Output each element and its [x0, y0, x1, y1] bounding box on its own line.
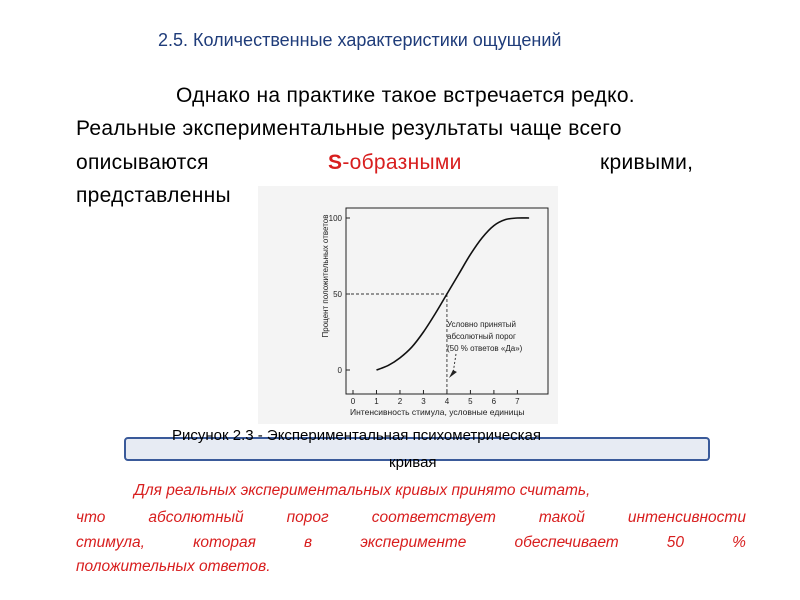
slide-title: 2.5. Количественные характеристики ощущений: [158, 30, 562, 50]
x-tick-label: 5: [468, 397, 473, 406]
paragraph-line-1: Однако на практике такое встречается редко.: [176, 84, 635, 107]
paragraph-line-4: представленны: [76, 184, 231, 207]
note-word: в: [304, 534, 313, 551]
x-tick-label: 7: [515, 397, 520, 406]
annotation-line-3: (50 % ответов «Да»): [447, 344, 523, 353]
note-word: такой: [538, 509, 585, 526]
y-axis-label: Процент положительных ответов: [321, 214, 330, 338]
y-tick-label: 50: [333, 290, 342, 299]
x-tick-label: 1: [374, 397, 379, 406]
annotation-line-2: абсолютный порог: [447, 332, 516, 341]
accent-letter-s: S: [328, 151, 343, 174]
note-word: соответствует: [371, 509, 496, 526]
note-line-2: [76, 509, 746, 527]
note-word: порог: [286, 509, 329, 526]
psychometric-chart: [258, 186, 558, 424]
paragraph-line-3-right: кривыми,: [600, 151, 694, 174]
annotation-line-1: Условно принятый: [447, 320, 516, 329]
figure-caption-line-1: Рисунок 2.3 - Экспериментальная психометрическая: [172, 427, 542, 444]
x-axis-label: Интенсивность стимула, условные единицы: [350, 407, 525, 417]
x-tick-label: 2: [397, 397, 403, 406]
note-line-1: Для реальных экспериментальных кривых принято считать,: [134, 482, 591, 499]
y-tick-label: 0: [337, 366, 342, 375]
x-tick-label: 4: [444, 397, 450, 406]
note-word: которая: [193, 534, 256, 551]
note-line-4: положительных ответов.: [76, 558, 271, 575]
note-word: интенсивности: [627, 509, 746, 526]
note-line-3: [76, 534, 746, 552]
x-tick-label: 6: [491, 397, 497, 406]
figure-caption-line-2: кривая: [389, 454, 437, 471]
x-tick-label: 3: [421, 397, 426, 406]
note-word: обеспечивает: [514, 534, 619, 551]
paragraph-line-2: Реальные экспериментальные результаты чаще всего: [76, 117, 622, 140]
note-word: что: [76, 509, 106, 526]
paragraph-line-3-accent: [328, 151, 462, 175]
note-word: абсолютный: [148, 509, 244, 526]
figure-background: [258, 186, 558, 424]
accent-word: -образными: [342, 151, 462, 174]
paragraph-line-3-left: описываются: [76, 151, 209, 174]
note-word: эксперименте: [360, 534, 467, 551]
note-word: стимула,: [76, 534, 145, 551]
note-word: %: [732, 534, 746, 551]
note-word: 50: [666, 534, 685, 551]
figure: [258, 186, 558, 424]
y-tick-label: 100: [328, 214, 342, 223]
x-tick-label: 0: [350, 397, 356, 406]
